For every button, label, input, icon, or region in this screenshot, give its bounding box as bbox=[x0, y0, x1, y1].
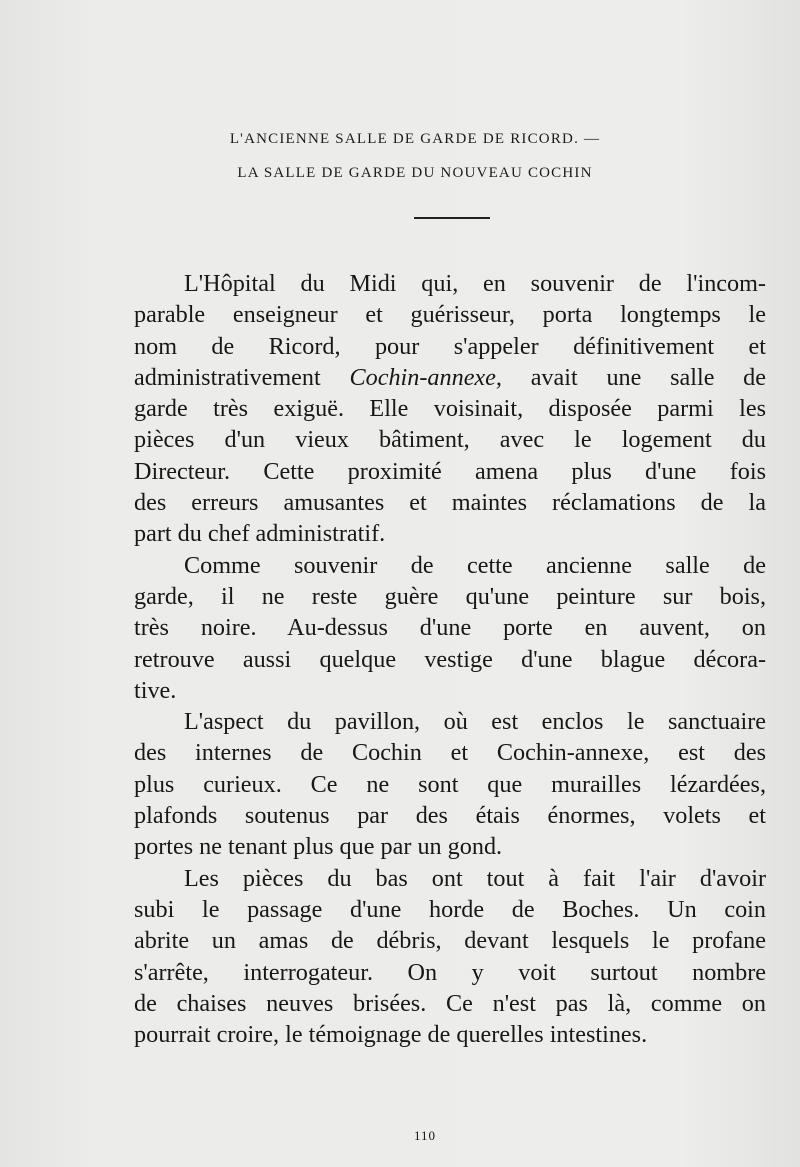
text-line bbox=[134, 362, 766, 393]
text-line: retrouve aussi quelque vestige d'une blague décora- bbox=[134, 645, 766, 673]
text-line: pièces d'un vieux bâtiment, avec le logement du bbox=[134, 426, 766, 454]
text-line: tive. bbox=[134, 676, 177, 704]
paragraph bbox=[134, 268, 766, 550]
text-line: Les pièces du bas ont tout à fait l'air d'avoir bbox=[184, 864, 766, 892]
text-line: s'arrête, interrogateur. On y voit surtout nombre bbox=[134, 958, 766, 986]
text-line: des internes de Cochin et Cochin-annexe, est des bbox=[134, 739, 766, 767]
text-line: garde, il ne reste guère qu'une peinture sur bois, bbox=[134, 582, 766, 610]
chapter-heading-line-2: LA SALLE DE GARDE DU NOUVEAU COCHIN bbox=[237, 165, 593, 181]
text-line: Directeur. Cette proximité amena plus d'une fois bbox=[134, 457, 766, 485]
text-line: L'Hôpital du Midi qui, en souvenir de l'incom- bbox=[184, 270, 766, 297]
paragraph bbox=[134, 863, 766, 1051]
paragraph bbox=[134, 706, 766, 862]
text-line: de chaises neuves brisées. Ce n'est pas là, comme on bbox=[134, 989, 766, 1017]
text-line: plafonds soutenus par des étais énormes, volets et bbox=[134, 802, 766, 830]
paragraph bbox=[134, 550, 766, 706]
italic-text-segment: Cochin-annexe, bbox=[349, 363, 502, 391]
text-line: des erreurs amusantes et maintes réclamations de la bbox=[134, 489, 766, 517]
text-line: garde très exiguë. Elle voisinait, disposée parmi les bbox=[134, 395, 766, 423]
text-line: part du chef administratif. bbox=[134, 520, 386, 548]
text-line: nom de Ricord, pour s'appeler définitivement et bbox=[134, 332, 766, 360]
chapter-heading-line-1: L'ANCIENNE SALLE DE GARDE DE RICORD. — bbox=[229, 131, 601, 147]
text-line: abrite un amas de débris, devant lesquels le profane bbox=[134, 927, 766, 955]
text-line: portes ne tenant plus que par un gond. bbox=[134, 833, 503, 861]
text-line: pourrait croire, le témoignage de querelles intestines. bbox=[134, 1021, 648, 1049]
text-segment: avait une salle de bbox=[501, 363, 766, 391]
text-line: L'aspect du pavillon, où est enclos le sanctuaire bbox=[184, 708, 766, 736]
text-line: parable enseigneur et guérisseur, porta longtemps le bbox=[134, 301, 766, 329]
text-line: plus curieux. Ce ne sont que murailles lézardées, bbox=[134, 770, 766, 798]
heading-divider bbox=[414, 217, 490, 219]
text-line: Comme souvenir de cette ancienne salle de bbox=[184, 551, 766, 579]
text-line: subi le passage d'une horde de Boches. Un coin bbox=[134, 895, 766, 923]
text-segment: administrativement bbox=[134, 363, 350, 391]
body-text bbox=[134, 268, 766, 1050]
page-number: 110 bbox=[413, 1128, 437, 1143]
text-line: très noire. Au-dessus d'une porte en auvent, on bbox=[134, 614, 766, 642]
